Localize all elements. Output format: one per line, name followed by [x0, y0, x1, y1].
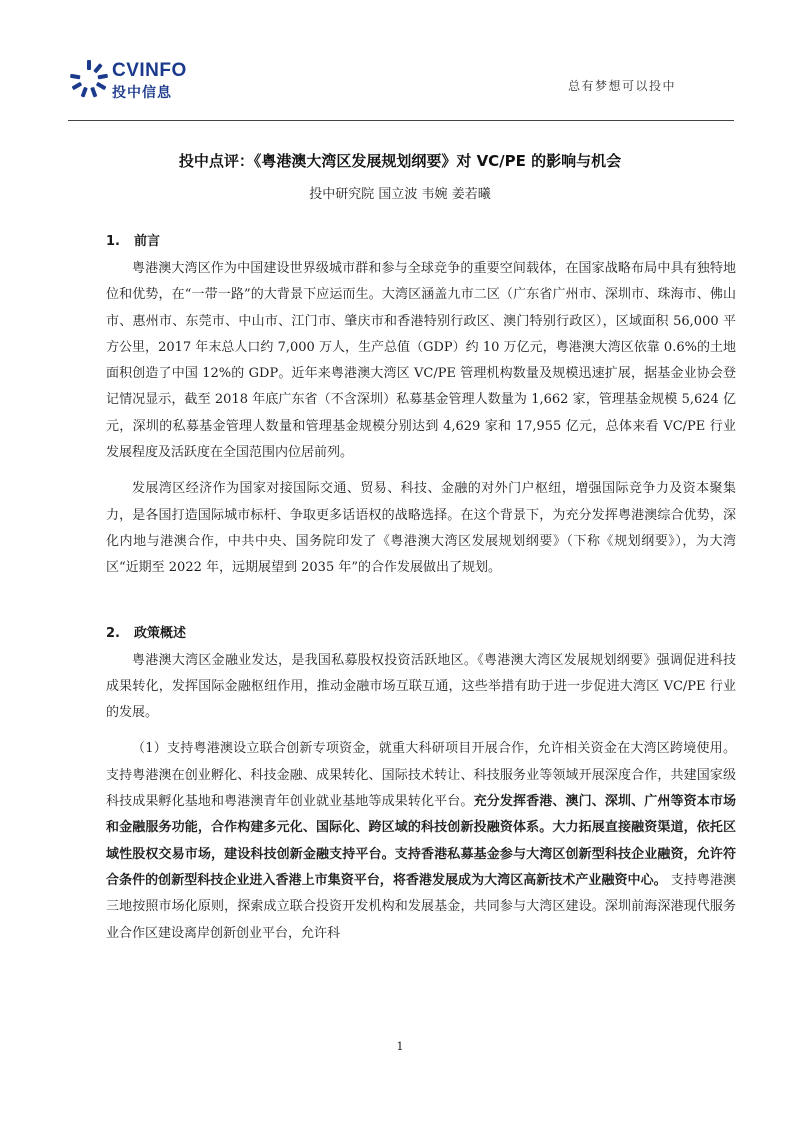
section-title: 政策概述 — [134, 625, 187, 641]
header-divider — [68, 120, 734, 121]
bold-text: 充分发挥香港、澳门、深圳、广州等资本市场和金融服务功能，合作构建多元化、国际化、跨区域的科技创新投融资体系。大力拓展直接融资渠道，依托区域性股权交易市场，建设科技创新金融支持平台。支持香港私募基金参与大湾区创新型科技企业融资，允许符合条件的创新型科技企业进入香港上市集资平台，将香港发展成为大湾区高新技术产业融资中心。 — [106, 794, 736, 888]
paragraph-text: （1）支持粤港澳设立联合创新专项资金，就重大科研项目开展合作，允许相关资金在大湾区跨境使用。支持粤港澳在创业孵化、科技金融、成果转化、国际技术转让、科技服务业等领域开展深度合作，共建国家级科技成果孵化基地和粤港澳青年创业就业基地等成果转化平台。 — [106, 741, 736, 810]
document-title: 投中点评：《粤港澳大湾区发展规划纲要》对 VC/PE 的影响与机会 — [178, 152, 622, 170]
logo-burst-icon — [68, 58, 110, 100]
section-heading — [106, 620, 736, 648]
section-heading — [106, 228, 736, 256]
paragraph-text: 支持粤港澳三地按照市场化原则，探索成立联合投资开发机构和发展基金，共同参与大湾区建设。深圳前海深港现代服务业合作区建设离岸创新创业平台，允许科 — [106, 872, 736, 941]
paragraph: 粤港澳大湾区作为中国建设世界级城市群和参与全球竞争的重要空间载体，在国家战略布局中具有独特地位和优势，在“一带一路”的大背景下应运而生。大湾区涵盖九市二区（广东省广州市、深圳市、珠海市、佛山市、惠州市、东莞市、中山市、江门市、肇庆市和香港特别行政区、澳门特别行政区），区域面积 56,000 平方公里，2017 年末总人口约 7,000 万人，生产总值（GDP）约 10 万亿元，粤港澳大湾区依靠 0.6%的土地面积创造了中国 12%的 GDP。近年来粤港澳大湾区 VC/PE 管理机构数量及规模迅速扩展，据基金业协会登记情况显示，截至 2018 年底广东省（不含深圳）私募基金管理人数量为 1,662 家，管理基金规模 5,624 亿元，深圳的私募基金管理人数量和管理基金规模分别达到 4,629 家和 17,955 亿元，总体来看 VC/PE 行业发展程度及活跃度在全国范围内位居前列。 — [106, 261, 736, 461]
section-number: 2. — [106, 625, 120, 641]
paragraph: 粤港澳大湾区金融业发达，是我国私募股权投资活跃地区。《粤港澳大湾区发展规划纲要》强调促进科技成果转化，发挥国际金融枢纽作用，推动金融市场互联互通，这些举措有助于进一步促进大湾区 VC/PE 行业的发展。 — [106, 652, 736, 721]
paragraph — [106, 736, 736, 946]
section-number: 1. — [106, 234, 120, 249]
page-number: 1 — [396, 1040, 404, 1053]
logo-text: CVINFO — [112, 60, 187, 81]
header-slogan: 总有梦想可以投中 — [567, 79, 676, 93]
document-authors: 投中研究院 国立波 韦婉 姜若曦 — [309, 187, 491, 202]
logo-text-cn: 投中信息 — [112, 85, 172, 101]
section-title: 前言 — [134, 234, 161, 249]
cvinfo-logo — [68, 58, 208, 102]
document-body — [106, 228, 736, 947]
paragraph: 发展湾区经济作为国家对接国际交通、贸易、科技、金融的对外门户枢纽，增强国际竞争力及资本聚集力，是各国打造国际城市标杆、争取更多话语权的战略选择。在这个背景下，为充分发挥粤港澳综合优势，深化内地与港澳合作，中共中央、国务院印发了《粤港澳大湾区发展规划纲要》（下称《规划纲要》），为大湾区“近期至 2022 年，远期展望到 2035 年”的合作发展做出了规划。 — [106, 481, 736, 576]
